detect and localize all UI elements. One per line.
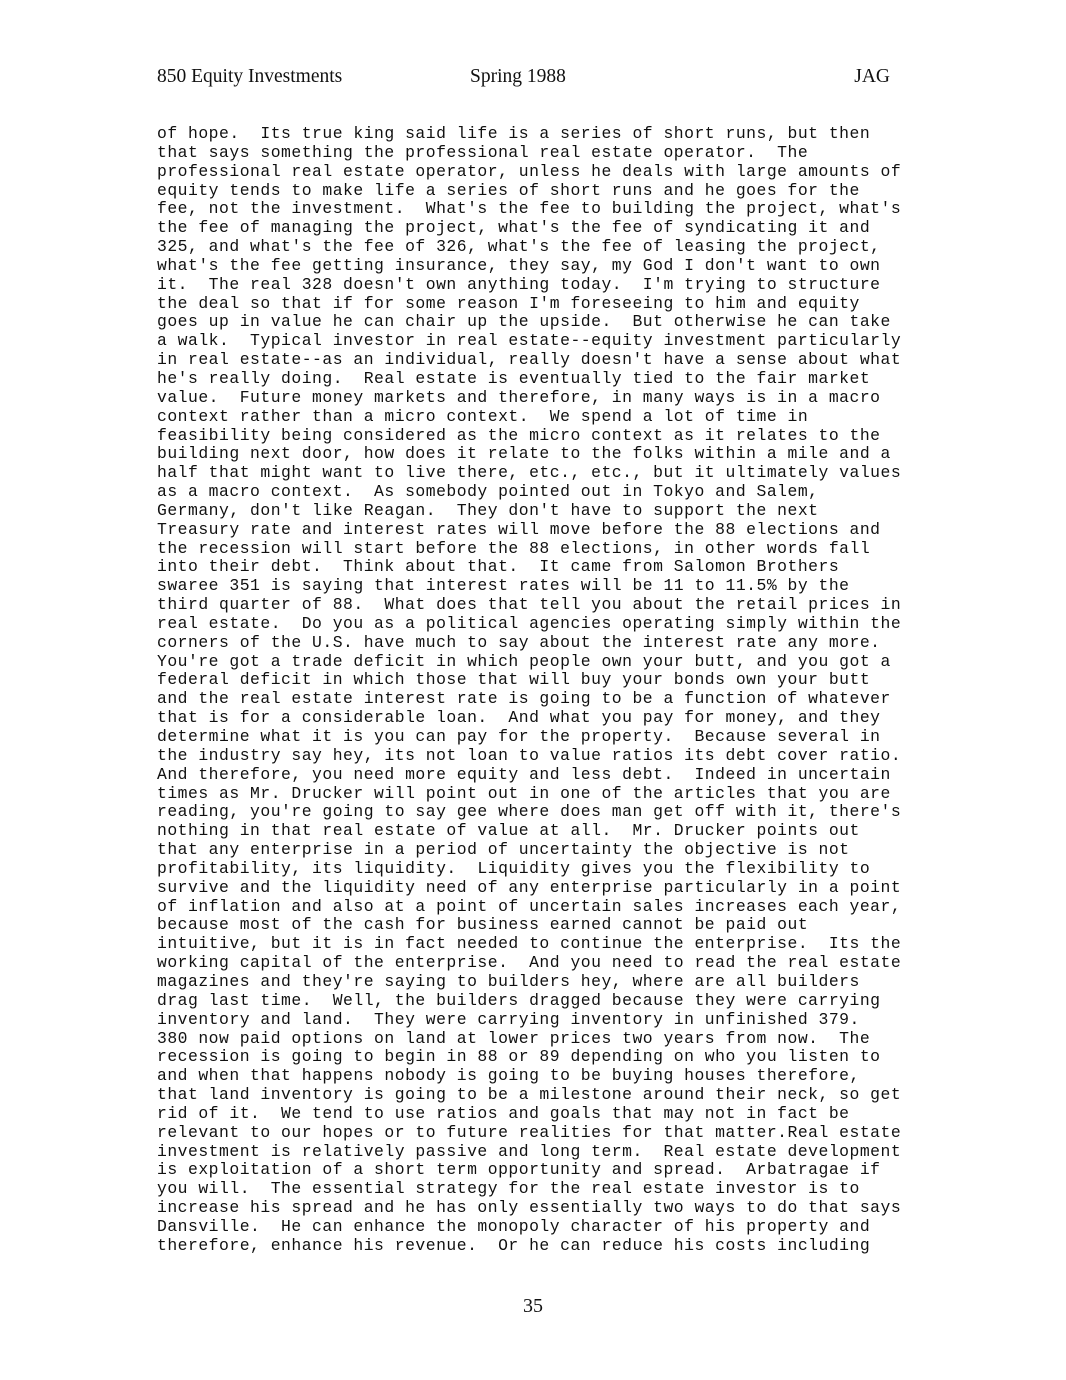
body-text-line: goes up in value he can chair up the upside. But otherwise he can take (157, 312, 891, 332)
body-text-line: therefore, enhance his revenue. Or he can reduce his costs including (157, 1235, 871, 1255)
body-text-line: feasibility being considered as the micro context as it relates to the (157, 425, 881, 445)
body-text-line: building next door, how does it relate to the folks within a mile and a (157, 444, 891, 464)
body-text-line: magazines and they're saying to builders hey, where are all builders (157, 971, 860, 991)
body-text-line: a walk. Typical investor in real estate--equity investment particularly (157, 331, 902, 351)
body-text-line: determine what it is you can pay for the property. Because several in (157, 727, 881, 746)
body-text-line: working capital of the enterprise. And you need to read the real estate (157, 953, 902, 973)
body-text-line: rid of it. We tend to use ratios and goals that may not in fact be (157, 1103, 850, 1123)
body-text-line: corners of the U.S. have much to say about the interest rate any more. (157, 632, 881, 652)
body-text-line: fee, not the investment. What's the fee to building the project, what's (157, 199, 902, 219)
body-text-line: that is for a considerable loan. And what you pay for money, and they (157, 708, 881, 728)
body-text-line: equity tends to make life a series of short runs and he goes for the (157, 180, 860, 200)
body-text-line: that any enterprise in a period of uncertainty the objective is not (157, 840, 850, 860)
body-text-line: swaree 351 is saying that interest rates will be 11 to 11.5% by the (157, 576, 850, 596)
body-text-line: what's the fee getting insurance, they say, my God I don't want to own (157, 255, 881, 275)
body-text-line: of inflation and also at a point of uncertain sales increases each year, (157, 896, 902, 916)
body-text-line: Dansville. He can enhance the monopoly character of his property and (157, 1216, 871, 1236)
header-initials: JAG (854, 66, 890, 87)
body-text-line: increase his spread and he has only essentially two ways to do that says (157, 1198, 902, 1218)
body-text-line: of hope. Its true king said life is a series of short runs, but then (157, 124, 871, 143)
page-header (157, 62, 890, 92)
body-text-line: the fee of managing the project, what's the fee of syndicating it and (157, 218, 871, 238)
body-text-line: because most of the cash for business earned cannot be paid out (157, 915, 809, 935)
transcript-body (157, 125, 917, 1256)
body-text-line: You're got a trade deficit in which people own your butt, and you got a (157, 651, 891, 671)
body-text-line: times as Mr. Drucker will point out in one of the articles that you are (157, 783, 891, 803)
body-text-line: into their debt. Think about that. It came from Salomon Brothers (157, 557, 840, 577)
body-text-line: drag last time. Well, the builders dragged because they were carrying (157, 990, 881, 1010)
body-text-line: Treasury rate and interest rates will move before the 88 elections and (157, 519, 881, 539)
body-text-line: federal deficit in which those that will buy your bonds own your butt (157, 670, 871, 690)
body-text-line: the industry say hey, its not loan to value ratios its debt cover ratio. (157, 745, 902, 765)
body-text-line: third quarter of 88. What does that tell you about the retail prices in (157, 595, 902, 615)
header-course-title: 850 Equity Investments (157, 66, 343, 87)
body-text-line: 325, and what's the fee of 326, what's the fee of leasing the project, (157, 237, 881, 257)
body-text-line: half that might want to live there, etc., etc., but it ultimately values (157, 463, 902, 483)
body-text-line: the deal so that if for some reason I'm foreseeing to him and equity (157, 293, 860, 313)
body-text-line: survive and the liquidity need of any enterprise particularly in a point (157, 877, 902, 897)
body-text-line: value. Future money markets and therefore, in many ways is in a macro (157, 387, 881, 407)
body-text-line: that says something the professional real estate operator. The (157, 142, 809, 162)
body-text-line: investment is relatively passive and long term. Real estate development (157, 1141, 902, 1161)
body-text-line: and when that happens nobody is going to be buying houses therefore, (157, 1066, 860, 1086)
body-text-line: as a macro context. As somebody pointed out in Tokyo and Salem, (157, 482, 819, 502)
body-text-line: intuitive, but it is in fact needed to continue the enterprise. Its the (157, 934, 902, 954)
body-text-line: and the real estate interest rate is going to be a function of whatever (157, 689, 891, 709)
body-text-line: professional real estate operator, unless he deals with large amounts of (157, 161, 902, 181)
body-text-line: context rather than a micro context. We spend a lot of time in (157, 406, 809, 426)
body-text-line: 380 now paid options on land at lower prices two years from now. The (157, 1028, 871, 1048)
body-text-line: profitability, its liquidity. Liquidity gives you the flexibility to (157, 858, 871, 878)
body-text-line: recession is going to begin in 88 or 89 depending on who you listen to (157, 1047, 881, 1067)
body-text-line: And therefore, you need more equity and less debt. Indeed in uncertain (157, 764, 891, 784)
page-number: 35 (523, 1295, 543, 1317)
body-text-line: nothing in that real estate of value at all. Mr. Drucker points out (157, 821, 860, 841)
body-text-line: is exploitation of a short term opportunity and spread. Arbatragae if (157, 1160, 881, 1180)
header-term: Spring 1988 (470, 66, 566, 87)
body-text-line: it. The real 328 doesn't own anything today. I'm trying to structure (157, 274, 881, 294)
body-text-line: inventory and land. They were carrying inventory in unfinished 379. (157, 1009, 860, 1029)
body-text-line: in real estate--as an individual, really doesn't have a sense about what (157, 350, 902, 370)
body-text-line: relevant to our hopes or to future realities for that matter.Real estate (157, 1122, 902, 1142)
body-text-line: reading, you're going to say gee where does man get off with it, there's (157, 802, 902, 822)
body-text-line: he's really doing. Real estate is eventually tied to the fair market (157, 368, 871, 388)
body-text-line: you will. The essential strategy for the real estate investor is to (157, 1179, 860, 1199)
body-text-line: that land inventory is going to be a milestone around their neck, so get (157, 1085, 902, 1105)
body-text-line: real estate. Do you as a political agencies operating simply within the (157, 613, 902, 633)
body-text-line: Germany, don't like Reagan. They don't have to support the next (157, 500, 819, 520)
body-text-line: the recession will start before the 88 elections, in other words fall (157, 538, 871, 558)
